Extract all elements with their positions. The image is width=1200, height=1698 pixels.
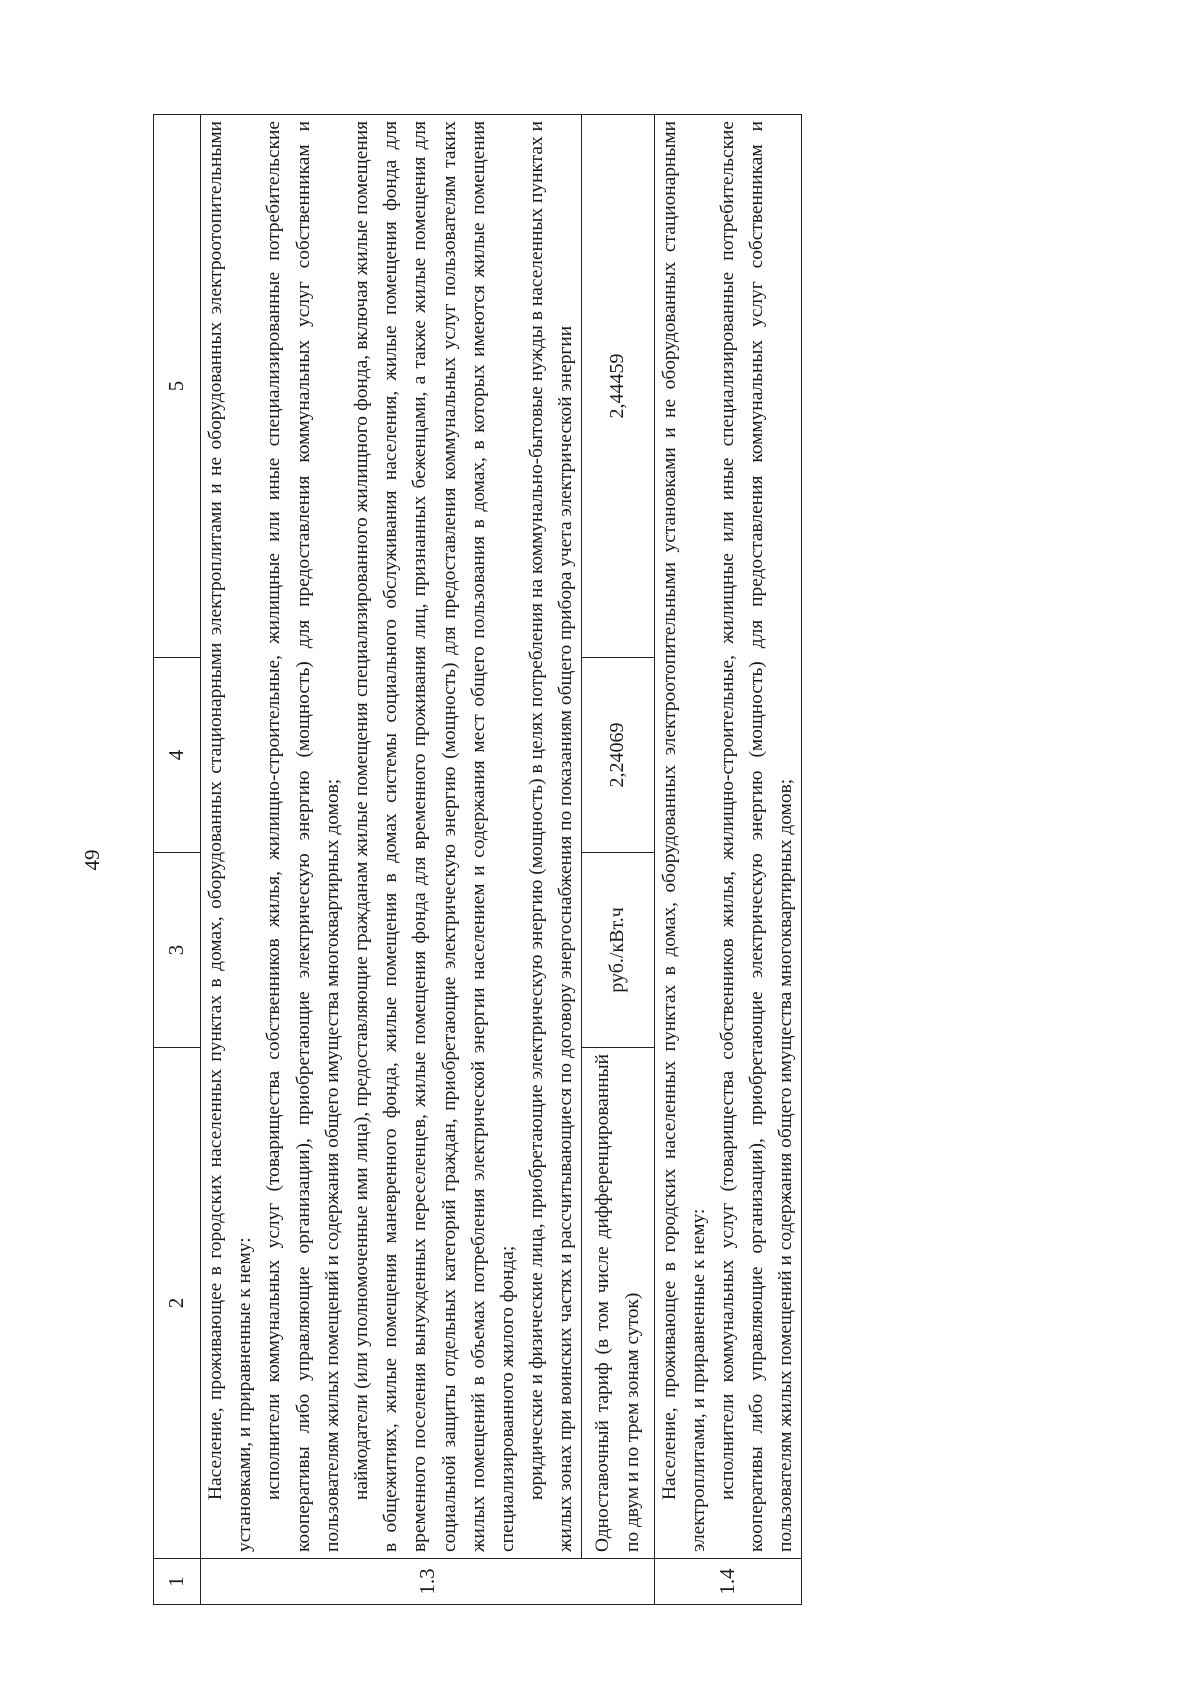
header-row (154, 115, 201, 1605)
table-row-1-3-description (201, 115, 582, 1605)
tariff-table (153, 114, 802, 1605)
row-number-1-4: 1.4 (654, 1559, 801, 1605)
rotated-page (80, 115, 1051, 1605)
row-number-1-3: 1.3 (201, 1559, 655, 1605)
column-header-4: 4 (154, 658, 201, 853)
page-number: 49 (80, 849, 104, 871)
row-description-1-3 (201, 115, 582, 1559)
table-row-1-4-description (654, 115, 801, 1605)
table-row-1-3-tariff (581, 115, 654, 1605)
paragraph: Население, проживающее в городских населенных пунктах в домах, оборудованных стационарными электроплитами и не оборудованных электроотопительными установками, и приравненные к нему: (205, 121, 256, 1552)
paragraph: исполнители коммунальных услуг (товарищества собственников жилья, жилищно-строительные, жилищные или иные специализированные потребительские кооперативы либо управляющие организации), приобретающие электрическую энергию (мощность) для предоставления коммунальных услуг собственникам и пользователям жилых помещений и содержания общего имущества многоквартирных домов; (717, 121, 797, 1552)
paragraph: исполнители коммунальных услуг (товарищества собственников жилья, жилищно-строительные, жилищные или иные специализированные потребительские кооперативы либо управляющие организации), приобретающие электрическую энергию (мощность) для предоставления коммунальных услуг собственникам и пользователям жилых помещений и содержания общего имущества многоквартирных домов; (263, 121, 343, 1552)
column-header-3: 3 (154, 853, 201, 1048)
paragraph: Население, проживающее в городских населенных пунктах в домах, оборудованных электроотопительными установками и не оборудованных стационарными электроплитами, и приравненные к нему: (658, 121, 709, 1552)
tariff-unit: руб./кВт.ч (581, 853, 654, 1048)
column-header-1: 1 (154, 1559, 201, 1605)
paragraph: наймодатели (или уполномоченные ими лица), предоставляющие гражданам жилые помещения специализированного жилищного фонда, включая жилые помещения в общежитиях, жилые помещения маневренного фонда, жилые помещения в домах системы социального обслуживания населения, жилые помещения фонда для временного поселения вынужденных переселенцев, жилые помещения фонда для временного проживания лиц, признанных беженцами, а также жилые помещения для социальной защиты отдельных категорий граждан, приобретающие электрическую энергию (мощность) для предоставления коммунальных услуг пользователям таких жилых помещений в объемах потребления электрической энергии населением и содержания мест общего пользования в домах, в которых имеются жилые помещения специализированного жилого фонда; (351, 121, 519, 1552)
tariff-value-first-half: 2,24069 (581, 658, 654, 853)
row-description-1-4 (654, 115, 801, 1559)
tariff-value-second-half: 2,44459 (581, 115, 654, 658)
column-header-2: 2 (154, 1048, 201, 1559)
paragraph: юридические и физические лица, приобретающие электрическую энергию (мощность) в целях потребления на коммунально-бытовые нужды в населенных пунктах и жилых зонах при воинских частях и рассчитывающиеся по договору энергоснабжения по показаниям общего прибора учета электрической энергии (526, 121, 577, 1552)
column-header-5: 5 (154, 115, 201, 658)
tariff-label: Одноставочный тариф (в том числе дифференцированный по двум и по трем зонам суток) (581, 1048, 654, 1559)
